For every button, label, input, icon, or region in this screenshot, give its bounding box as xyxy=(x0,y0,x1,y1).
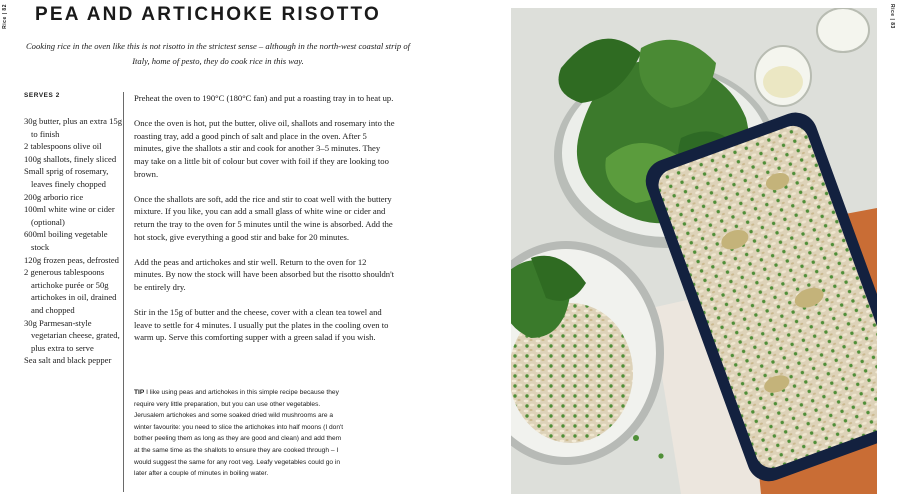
serves-label: SERVES 2 xyxy=(24,92,60,99)
ingredient-item: 100g shallots, finely sliced xyxy=(24,153,117,164)
method-step: Once the shallots are soft, add the rice and stir to coat well with the buttery mixture. If you like, you can add a small glass of white wine or cider and return the tray to the oven for 5 minutes until the wine is absorbed. Add the hot stock, give everything a good stir and bake for 20 minutes. xyxy=(134,193,393,242)
tip-box xyxy=(134,387,348,480)
recipe-title: PEA AND ARTICHOKE RISOTTO xyxy=(35,4,381,25)
ingredient-item: Sea salt and black pepper xyxy=(24,355,112,366)
method-step: Once the oven is hot, put the butter, olive oil, shallots and rosemary into the roasting tray, add a good pinch of salt and place in the oven. After 5 minutes, give the shallots a stir and cook for another 3–5 minutes. They may take on a little bit of colour but cover with foil if they are looking too brown. xyxy=(134,118,395,179)
method-step: Preheat the oven to 190°C (180°C fan) and put a roasting tray in to heat up. xyxy=(134,93,394,103)
recipe-intro: Cooking rice in the oven like this is not risotto in the strictest sense – although in the north-west coastal strip of Italy, home of pesto, they do cook rice in this way. xyxy=(25,41,411,66)
ingredient-item: 2 tablespoons olive oil xyxy=(24,141,102,152)
ingredient-item: 2 generous tablespoons artichoke purée or 50g artichokes in oil, drained and chopped xyxy=(24,267,117,315)
tip-text: I like using peas and artichokes in this simple recipe because they require very little preparation, but you can use other vegetables. Jerusalem artichokes and some soaked dried wild mushrooms are a winter favourite: you need to slice the artichokes into half moons (I don't bother peeling them as long as they are good and clean) and add them at the same time as the shallots to ensure they are cooked through – I would suggest the same for any root veg. Leafy vegetables could go in later after a couple of minutes in boiling water. xyxy=(134,389,344,478)
column-divider xyxy=(123,92,124,492)
chapter-tab: Rice | 83 xyxy=(889,4,895,29)
right-page xyxy=(451,0,903,497)
ingredient-item: 120g frozen peas, defrosted xyxy=(24,254,119,265)
ingredient-item: 30g Parmesan-style vegetarian cheese, grated, plus extra to serve xyxy=(24,317,120,353)
ingredient-item: 600ml boiling vegetable stock xyxy=(24,229,108,252)
ingredient-item: 100ml white wine or cider (optional) xyxy=(24,204,115,227)
left-page xyxy=(0,0,451,497)
ingredient-item: Small sprig of rosemary, leaves finely chopped xyxy=(24,166,109,189)
chapter-tab: Rice | 82 xyxy=(2,4,8,29)
ingredient-list xyxy=(24,115,124,367)
ingredient-item: 200g arborio rice xyxy=(24,191,84,202)
ingredient-item: 30g butter, plus an extra 15g to finish xyxy=(24,116,122,139)
method-step: Add the peas and artichokes and stir well. Return to the oven for 12 minutes. By now the stock will have been absorbed but the risotto shouldn't be entirely dry. xyxy=(134,256,395,292)
recipe-photo xyxy=(511,8,877,494)
method-step: Stir in the 15g of butter and the cheese, cover with a clean tea towel and leave to settle for 4 minutes. I usually put the plates in the cooling oven to warm up. Serve this comforting supper with a green salad if you wish. xyxy=(134,307,389,343)
tip-label: TIP xyxy=(134,389,145,396)
method-section xyxy=(134,92,396,356)
